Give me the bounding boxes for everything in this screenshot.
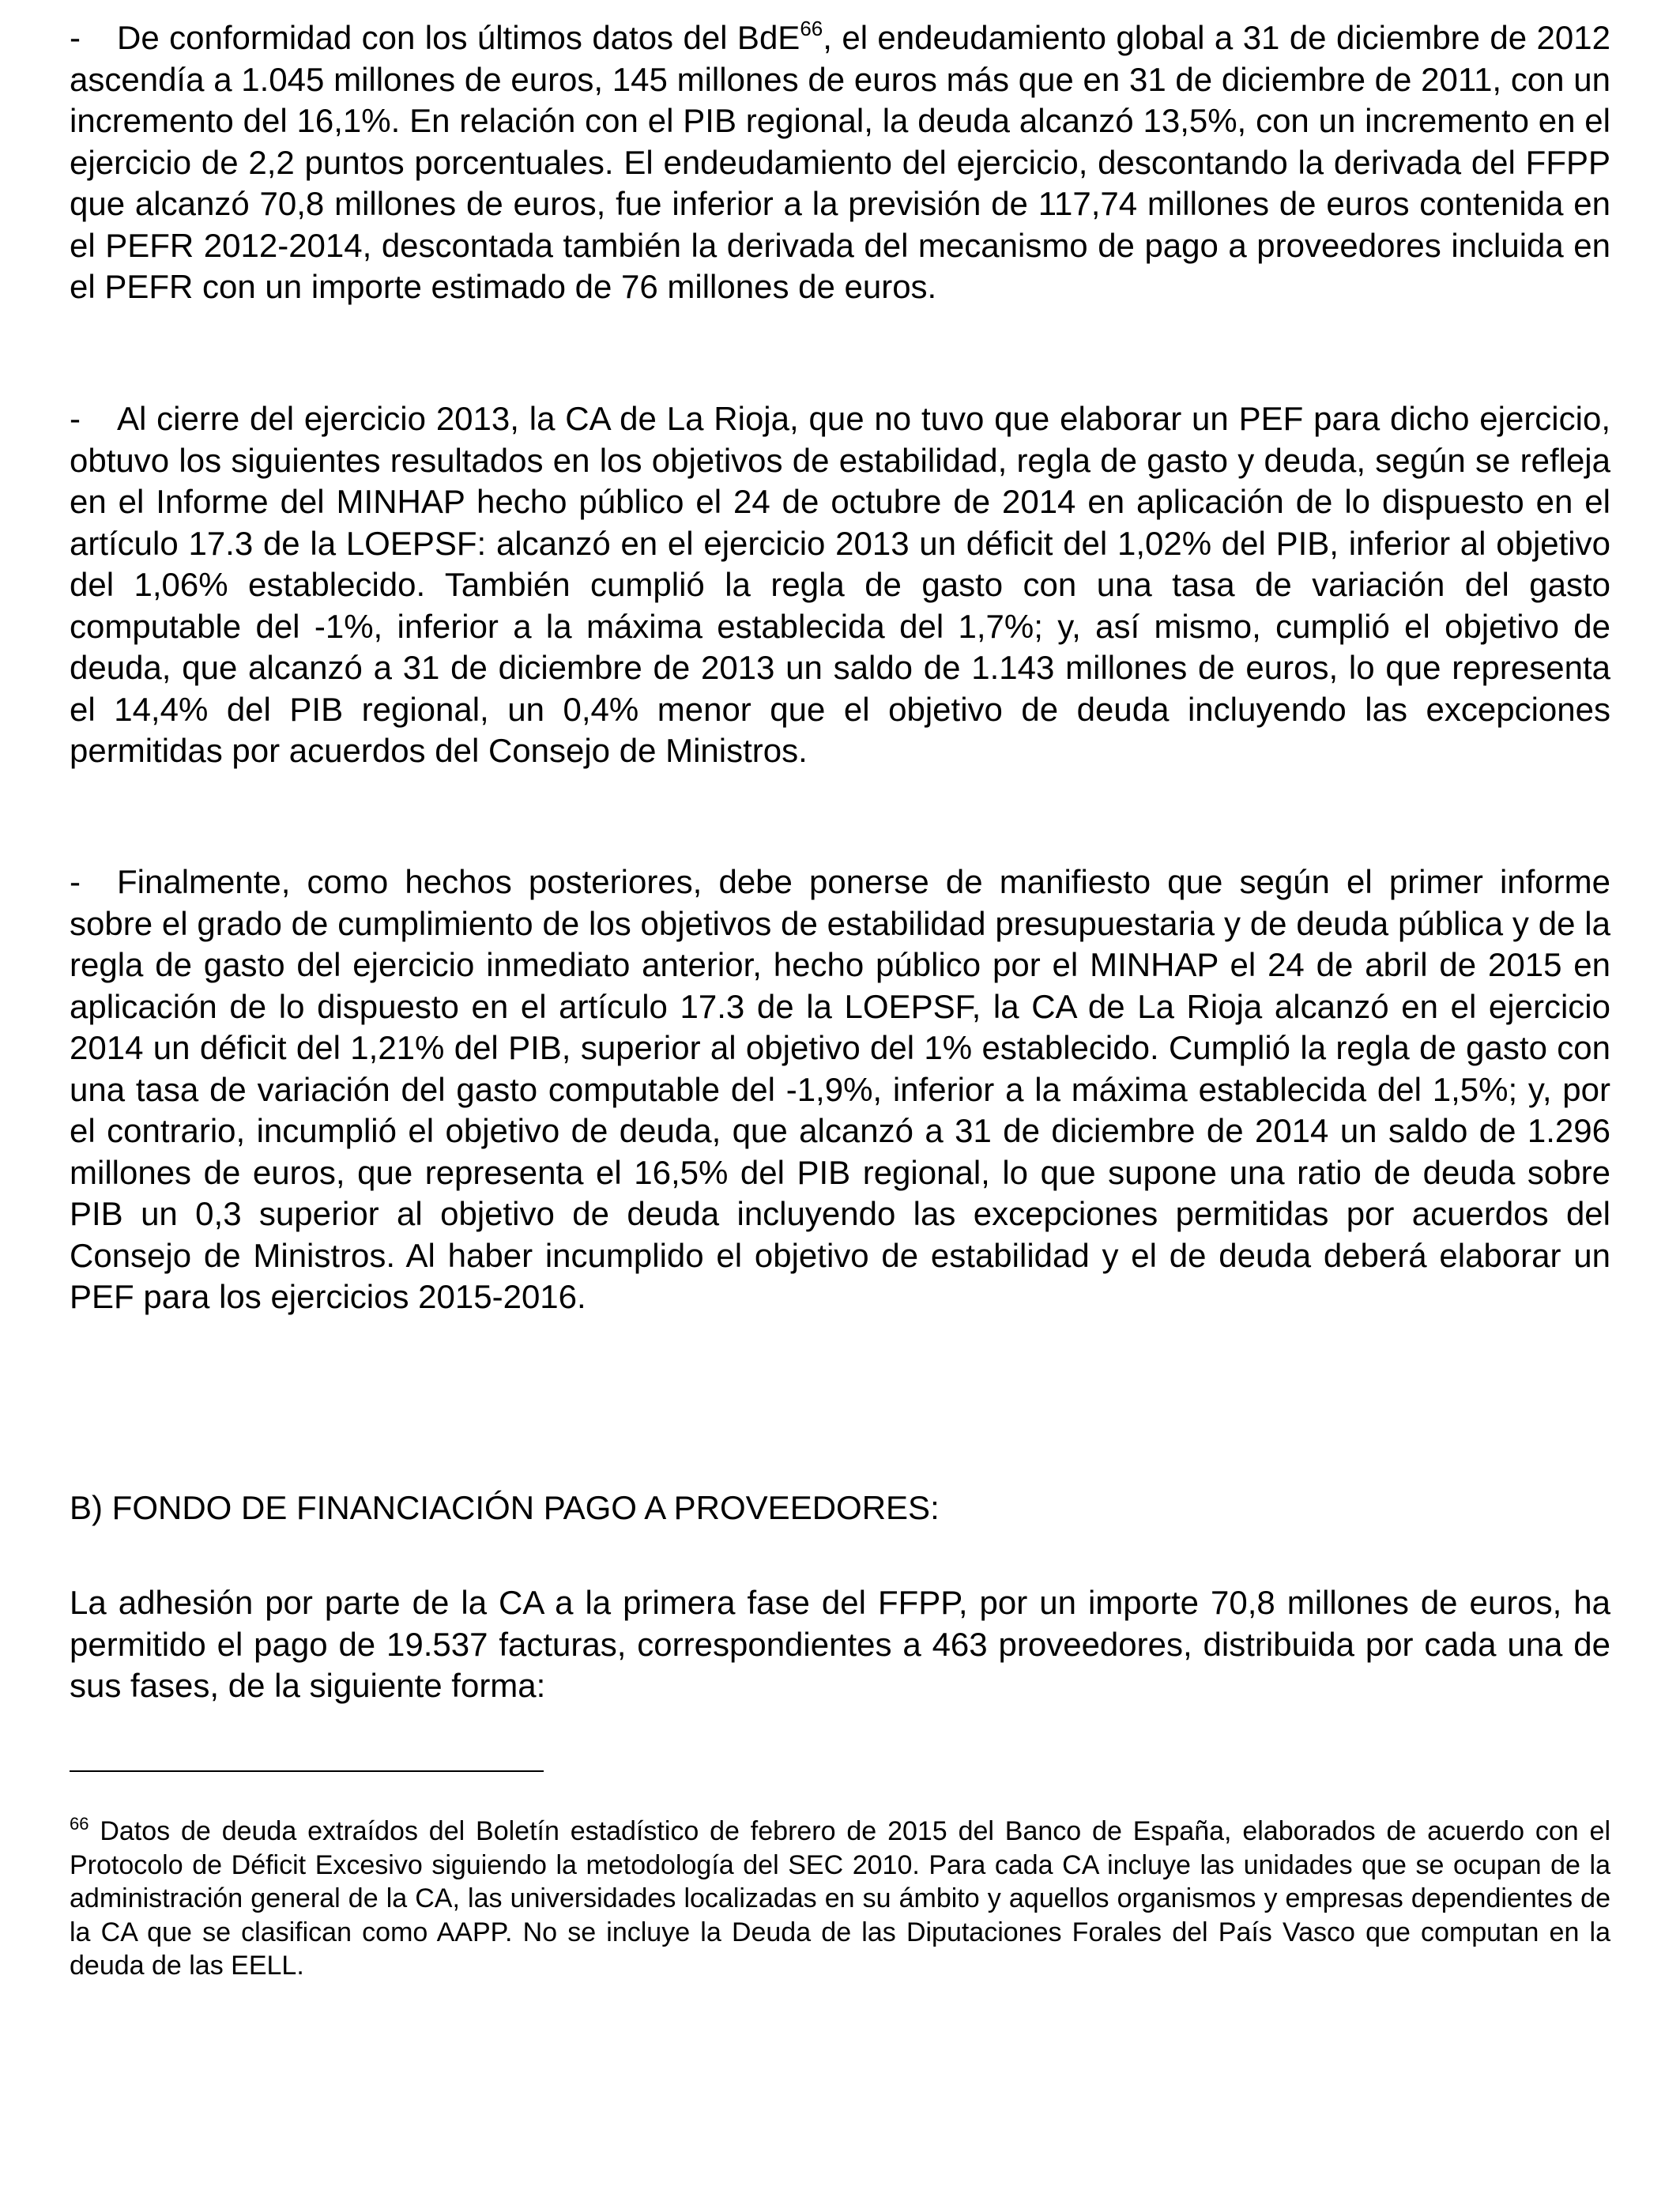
paragraph-text: Finalmente, como hechos posteriores, debe ponerse de manifiesto que según el primer informe sobre el grado de cumplimiento de los objetivos de estabilidad presupuestaria y de deuda pública y de la regla de gasto del ejercicio inmediato anterior, hecho público por el MINHAP el 24 de abril de 2015 en aplicación de lo dispuesto en el artículo 17.3 de la LOEPSF, la CA de La Rioja alcanzó en el ejercicio 2014 un déficit del 1,21% del PIB, superior al objetivo del 1% establecido. Cumplió la regla de gasto con una tasa de variación del gasto computable del -1,9%, inferior a la máxima establecida del 1,5%; y, por el contrario, incumplió el objetivo de deuda, que alcanzó a 31 de diciembre de 2014 un saldo de 1.296 millones de euros, que representa el 16,5% del PIB regional, lo que supone una ratio de deuda sobre PIB un 0,3 superior al objetivo de deuda incluyendo las excepciones permitidas por acuerdos del Consejo de Ministros. Al haber incumplido el objetivo de estabilidad y el de deuda deberá elaborar un PEF para los ejercicios 2015-2016. bbox=[70, 863, 1610, 1315]
bullet-dash: - bbox=[70, 863, 81, 900]
footnote-number: 66 bbox=[70, 1814, 89, 1834]
paragraph-results-2013 bbox=[70, 398, 1610, 772]
footnote bbox=[70, 1815, 1610, 1983]
footnote-text: Datos de deuda extraídos del Boletín estadístico de febrero de 2015 del Banco de España, elaborados de acuerdo con el Protocolo de Déficit Excesivo siguiendo la metodología del SEC 2010. Para cada CA incluye las unidades que se ocupan de la administración general de la CA, las universidades localizadas en su ámbito y aquellos organismos y empresas dependientes de la CA que se clasifican como AAPP. No se incluye la Deuda de las Diputaciones Forales del País Vasco que computan en la deuda de las EELL. bbox=[70, 1816, 1610, 1981]
footnote-separator bbox=[70, 1770, 544, 1772]
paragraph-subsequent-events bbox=[70, 861, 1610, 1318]
paragraph-text: Al cierre del ejercicio 2013, la CA de La Rioja, que no tuvo que elaborar un PEF para dicho ejercicio, obtuvo los siguientes resultados en los objetivos de estabilidad, regla de gasto y deuda, según se refleja en el Informe del MINHAP hecho público el 24 de octubre de 2014 en aplicación de lo dispuesto en el artículo 17.3 de la LOEPSF: alcanzó en el ejercicio 2013 un déficit del 1,02% del PIB, inferior al objetivo del 1,06% establecido. También cumplió la regla de gasto con una tasa de variación del gasto computable del -1%, inferior a la máxima establecida del 1,7%; y, así mismo, cumplió el objetivo de deuda, que alcanzó a 31 de diciembre de 2013 un saldo de 1.143 millones de euros, lo que representa el 14,4% del PIB regional, un 0,4% menor que el objetivo de deuda incluyendo las excepciones permitidas por acuerdos del Consejo de Ministros. bbox=[70, 400, 1610, 769]
paragraph-text: De conformidad con los últimos datos del BdE bbox=[117, 19, 800, 56]
bullet-dash: - bbox=[70, 400, 81, 437]
paragraph-ffpp-adhesion: La adhesión por parte de la CA a la primera fase del FFPP, por un importe 70,8 millones de euros, ha permitido el pago de 19.537 facturas, correspondientes a 463 proveedores, distribuida por cada una de sus fases, de la siguiente forma: bbox=[70, 1584, 1610, 1704]
footnote-reference[interactable]: 66 bbox=[800, 17, 823, 40]
bullet-dash: - bbox=[70, 19, 81, 56]
paragraph-text-continued: , el endeudamiento global a 31 de diciembre de 2012 ascendía a 1.045 millones de euros, 145 millones de euros más que en 31 de diciembre de 2011, con un incremento del 16,1%. En relación con el PIB regional, la deuda alcanzó 13,5%, con un incremento en el ejercicio de 2,2 puntos porcentuales. El endeudamiento del ejercicio, descontando la derivada del FFPP que alcanzó 70,8 millones de euros, fue inferior a la previsión de 117,74 millones de euros contenida en el PEFR 2012-2014, descontada también la derivada del mecanismo de pago a proveedores incluida en el PEFR con un importe estimado de 76 millones de euros. bbox=[70, 19, 1610, 305]
section-heading: B) FONDO DE FINANCIACIÓN PAGO A PROVEEDORES: bbox=[70, 1489, 940, 1526]
paragraph-debt-2012 bbox=[70, 17, 1610, 308]
